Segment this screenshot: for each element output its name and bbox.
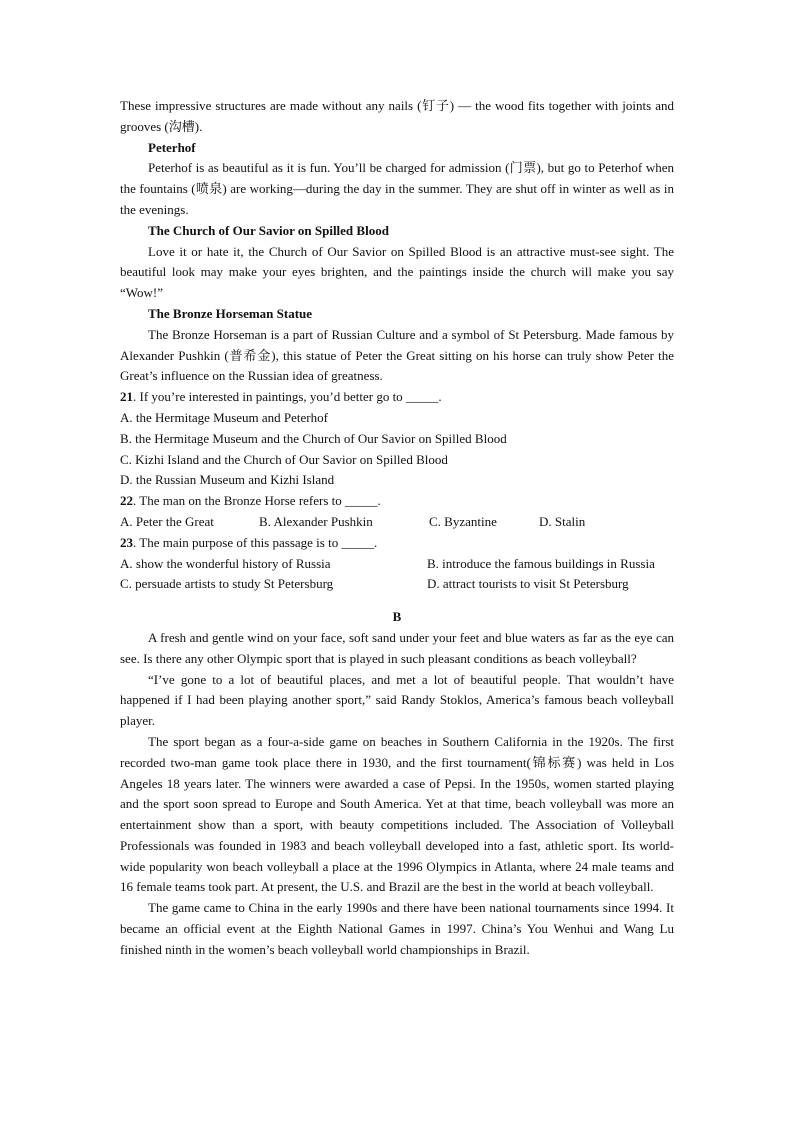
- question-23: [120, 533, 674, 554]
- options-22: [120, 512, 674, 533]
- option-22-c: C. Byzantine: [429, 513, 497, 529]
- question-stem: . The main purpose of this passage is to _____.: [133, 534, 378, 550]
- section-text-bronze-horseman: The Bronze Horseman is a part of Russian Culture and a symbol of St Petersburg. Made famous by Alexander Pushkin (普希金), this statue of Peter the Great sitting on his horse can truly show Peter the Great’s influence on the Russian idea of greatness.: [120, 326, 674, 384]
- option-22-a: A. Peter the Great: [120, 513, 214, 529]
- option-22-d: D. Stalin: [539, 513, 586, 529]
- question-22: [120, 491, 674, 512]
- option-21-a: A. the Hermitage Museum and Peterhof: [120, 409, 328, 425]
- section-heading-bronze-horseman: The Bronze Horseman Statue: [148, 305, 313, 321]
- section-text-peterhof: Peterhof is as beautiful as it is fun. You’ll be charged for admission (门票), but go to Peterhof when the fountains (喷泉) are working—during the day in the summer. They are shut off in winter as well as in the evenings.: [120, 160, 674, 217]
- question-stem: . If you’re interested in paintings, you’d better go to _____.: [133, 389, 442, 405]
- option-21-d: D. the Russian Museum and Kizhi Island: [120, 472, 335, 488]
- question-21: [120, 387, 674, 408]
- part-b-paragraph-1: A fresh and gentle wind on your face, soft sand under your feet and blue waters as far as the eye can see. Is there any other Olympic sport that is played in such pleasant conditions as beach volleyball?: [120, 629, 674, 666]
- options-23-row2: [120, 574, 674, 595]
- part-b-paragraph-2: “I’ve gone to a lot of beautiful places, and met a lot of beautiful people. That wouldn’t have happened if I had been playing another sport,” said Randy Stoklos, America’s famous beach volleyball player.: [120, 671, 674, 729]
- document-page: [120, 96, 674, 961]
- part-b-paragraph-3: The sport began as a four-a-side game on beaches in Southern California in the 1920s. The first recorded two-man game took place there in 1930, and the first tournament(锦标赛) was held in Los Angeles 18 years later. The winners were awarded a case of Pepsi. In the 1950s, women started playing and the sport soon spread to Europe and South America. Yet at that time, beach volleyball was more an entertainment show than a sport, with beauty competitions included. The Association of Volleyball Professionals was founded in 1983 and beach volleyball developed into a fast, athletic sport. Its world-wide popularity won beach volleyball a place at the 1996 Olympics in Atlanta, where 24 male teams and 16 female teams took part. At present, the U.S. and Brazil are the best in the world at beach volleyball.: [120, 733, 674, 895]
- options-23-row1: [120, 554, 674, 575]
- part-b-paragraph-4: The game came to China in the early 1990s and there have been national tournaments since 1994. It became an official event at the Eighth National Games in 1997. China’s You Wenhui and Wang Lu finished ninth in the women’s beach volleyball world championships in Brazil.: [120, 900, 674, 957]
- question-stem: . The man on the Bronze Horse refers to _____.: [133, 493, 381, 509]
- question-number: 22: [120, 493, 133, 509]
- section-heading-peterhof: Peterhof: [148, 139, 196, 155]
- option-22-b: B. Alexander Pushkin: [259, 513, 373, 529]
- question-number: 21: [120, 389, 133, 405]
- option-23-d: D. attract tourists to visit St Petersburg: [427, 576, 629, 592]
- option-21-c: C. Kizhi Island and the Church of Our Savior on Spilled Blood: [120, 451, 448, 467]
- option-23-c: C. persuade artists to study St Petersburg: [120, 576, 334, 592]
- option-23-b: B. introduce the famous buildings in Russia: [427, 555, 655, 571]
- section-heading-church: The Church of Our Savior on Spilled Blood: [148, 222, 389, 238]
- part-b-title: B: [392, 609, 402, 625]
- option-21-b: B. the Hermitage Museum and the Church of Our Savior on Spilled Blood: [120, 430, 507, 446]
- option-23-a: A. show the wonderful history of Russia: [120, 555, 331, 571]
- question-number: 23: [120, 534, 133, 550]
- section-text-church: Love it or hate it, the Church of Our Savior on Spilled Blood is an attractive must-see sight. The beautiful look may make your eyes brighten, and the paintings inside the church will make you say “Wow!”: [120, 243, 674, 301]
- intro-continued: These impressive structures are made without any nails (钉子) — the wood fits together with joints and grooves (沟槽).: [120, 98, 674, 134]
